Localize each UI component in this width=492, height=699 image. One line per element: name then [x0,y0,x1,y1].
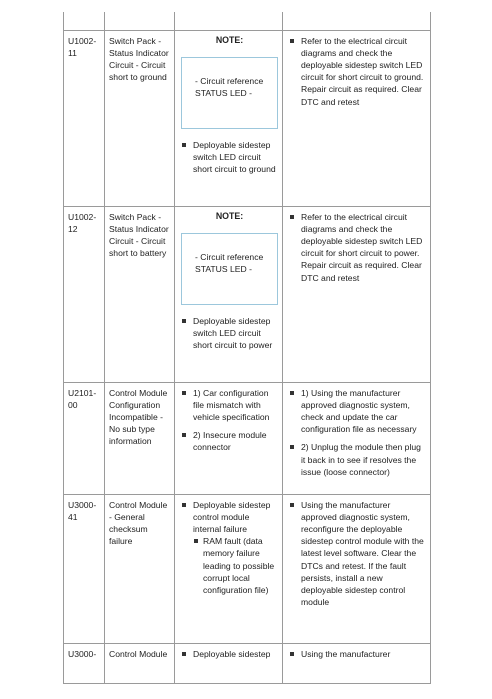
bullet-icon [194,539,198,543]
bullet-icon [182,319,186,323]
dtc-code: U3000- [68,648,97,659]
actions-list [287,499,426,609]
list-item: 1) Using the manufacturer approved diagnostic system, check and update the car configuration file as necessary [287,387,426,436]
bullet-icon [182,143,186,147]
causes-list [179,139,278,176]
list-item: Using the manufacturer [287,648,426,660]
actions-list [287,211,426,284]
dtc-code: U3000-41 [68,499,97,522]
dtc-code: U2101-00 [68,387,97,410]
list-item: 2) Unplug the module then plug it back in to see if resolves the issue (loose connector) [287,441,426,478]
causes-list [179,387,278,454]
bullet-icon [290,503,294,507]
sub-causes-list [193,535,278,596]
dtc-table [63,12,431,684]
bullet-icon [290,391,294,395]
bullet-icon [290,215,294,219]
causes-list [179,315,278,352]
dtc-description: Switch Pack - Status Indicator Circuit - Circuit short to battery [109,211,169,259]
table-row-stub-top [64,12,431,30]
causes-list [179,648,278,660]
note-title: NOTE: [215,34,244,45]
dtc-code: U1002-12 [68,211,97,234]
note-box [181,210,278,305]
table-row [64,30,431,206]
causes-list [179,499,278,597]
note-box [181,34,278,129]
bullet-icon [182,652,186,656]
note-text: - Circuit reference STATUS LED - [195,251,264,274]
actions-list [287,648,426,660]
dtc-description: Switch Pack - Status Indicator Circuit - Circuit short to ground [109,35,169,83]
table-row [64,643,431,683]
table-row [64,206,431,382]
dtc-code: U1002-11 [68,35,97,58]
list-item: Refer to the electrical circuit diagrams and check the deployable sidestep switch LED circuit for short circuit to ground. Repair circuit as required. Clear DTC and retest [287,35,426,108]
list-item: 1) Car configuration file mismatch with vehicle specification [179,387,278,424]
list-item: Using the manufacturer approved diagnostic system, reconfigure the deployable sidestep control module with the latest level software. Clear the DTCs and retest. If the fault persists, install a new deployable sidestep control module [287,499,426,609]
note-text: - Circuit reference STATUS LED - [195,75,264,98]
list-item: 2) Insecure module connector [179,429,278,453]
table-row [64,494,431,643]
list-item: Refer to the electrical circuit diagrams and check the deployable sidestep switch LED circuit for short circuit to power. Repair circuit as required. Clear DTC and retest [287,211,426,284]
list-item: RAM fault (data memory failure leading to possible corrupt local configuration file) [193,535,278,596]
list-item: Deployable sidestep control module internal failure RAM fault (data memory failure leading to possible corrupt local configuration file) [179,499,278,597]
bullet-icon [290,39,294,43]
table-row [64,382,431,494]
bullet-icon [290,445,294,449]
bullet-icon [182,433,186,437]
bullet-icon [290,652,294,656]
note-title: NOTE: [215,210,244,221]
list-item: Deployable sidestep switch LED circuit short circuit to power [179,315,278,352]
list-item: Deployable sidestep [179,648,278,660]
bullet-icon [182,391,186,395]
list-item: Deployable sidestep switch LED circuit short circuit to ground [179,139,278,176]
actions-list [287,387,426,478]
actions-list [287,35,426,108]
dtc-description: Control Module Configuration Incompatible - No sub type information [109,387,168,447]
bullet-icon [182,503,186,507]
dtc-description: Control Module [109,648,168,659]
dtc-description: Control Module - General checksum failure [109,499,168,547]
